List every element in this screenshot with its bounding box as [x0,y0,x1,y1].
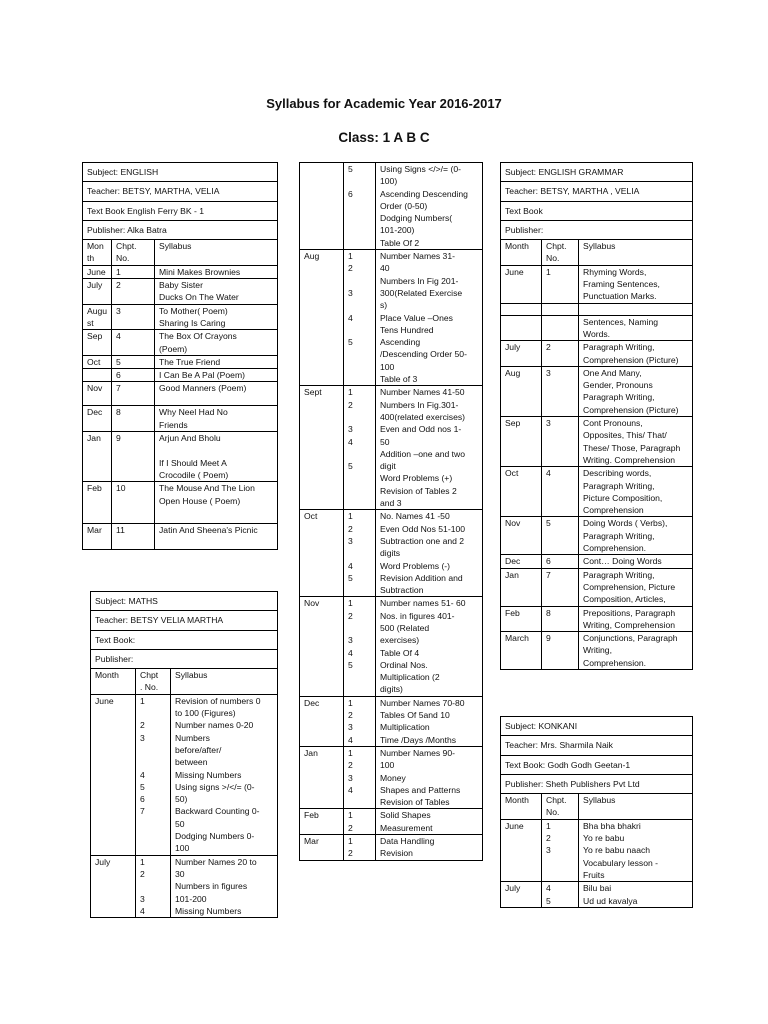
chapter-cell: 3 [542,366,579,416]
chapter-cell: 1 2 3 [542,819,579,881]
maths-continued-table [299,162,483,861]
syllabus-cell: Number Names 70-80 Tables Of 5and 10 Multiplication Time /Days /Months [376,696,483,746]
month-cell: July [501,882,542,908]
table-row [300,250,483,386]
month-cell: Aug [300,250,344,386]
syllabus-cell: Number Names 31- 40 Numbers In Fig 201- 300(Related Exercise s) Place Value –Ones Tens Hundred Ascending /Descending Order 50- 100 Table of 3 [376,250,483,386]
table-row [501,568,693,606]
col-head-chapter: Chpt. No. [112,240,155,266]
subject-label: Subject: ENGLISH GRAMMAR [501,163,693,182]
month-cell: Mar [83,524,112,550]
chapter-cell: 1 2 3 4 5 [344,386,376,510]
chapter-cell: 6 [112,369,155,382]
publisher-label: Publisher: [501,220,693,239]
chapter-cell: 5 6 [344,163,376,250]
table-row [501,315,693,341]
table-row [501,341,693,367]
month-cell [501,303,542,315]
col-head-chapter: Chpt . No. [136,669,171,695]
syllabus-cell: Doing Words ( Verbs), Paragraph Writing, Comprehension. [579,517,693,555]
table-row [83,304,278,330]
table-row [300,809,483,835]
table-row [300,746,483,808]
chapter-cell: 2 [112,279,155,305]
month-cell: Oct [501,467,542,517]
table-row [501,555,693,568]
syllabus-cell: The True Friend [155,355,278,368]
chapter-cell: 4 5 [542,882,579,908]
table-row [300,510,483,597]
table-row [91,694,278,855]
month-cell: June [91,694,136,855]
syllabus-cell: Number Names 90- 100 Money Shapes and Patterns Revision of Tables [376,746,483,808]
syllabus-cell: Solid Shapes Measurement [376,809,483,835]
table-row [83,406,278,432]
table-row [91,855,278,917]
chapter-cell: 4 [112,330,155,356]
month-cell: Dec [501,555,542,568]
chapter-cell: 1 2 3 4 5 [344,597,376,696]
table-row [300,597,483,696]
chapter-cell: 1 2 3 4 5 [344,510,376,597]
col-head-syllabus: Syllabus [155,240,278,266]
chapter-cell: 1 2 3 4 5 6 7 [136,694,171,855]
textbook-label: Text Book: Godh Godh Geetan-1 [501,755,693,774]
col-head-month: Month [501,794,542,820]
chapter-cell: 1 2 3 4 [344,696,376,746]
syllabus-cell: Paragraph Writing, Comprehension (Picture) [579,341,693,367]
col-head-syllabus: Syllabus [579,794,693,820]
col-head-chapter: Chpt. No. [542,240,579,266]
teacher-label: Teacher: BETSY VELIA MARTHA [91,611,278,630]
month-cell: June [501,265,542,303]
chapter-cell: 1 2 [344,809,376,835]
chapter-cell: 9 [542,632,579,670]
month-cell: Feb [300,809,344,835]
table-row [300,835,483,861]
chapter-cell: 9 [112,432,155,482]
table-row [83,524,278,550]
month-cell: Dec [300,696,344,746]
chapter-cell: 8 [112,406,155,432]
chapter-cell [542,303,579,315]
table-row [501,366,693,416]
month-cell: Feb [83,482,112,524]
syllabus-cell: Describing words, Paragraph Writing, Picture Composition, Comprehension [579,467,693,517]
chapter-cell: 4 [542,467,579,517]
table-row [501,417,693,467]
chapter-cell: 7 [112,382,155,406]
syllabus-cell: Number Names 20 to 30 Numbers in figures 101-200 Missing Numbers [171,855,278,917]
month-cell: Jan [501,568,542,606]
teacher-label: Teacher: BETSY, MARTHA , VELIA [501,182,693,201]
publisher-label: Publisher: [91,649,278,668]
chapter-cell [542,315,579,341]
chapter-cell: 1 [542,265,579,303]
month-cell [300,163,344,250]
syllabus-cell: Number Names 41-50 Numbers In Fig.301- 400(related exercises) Even and Odd nos 1- 50 Addition –one and two digit Word Problems (+) Revision of Tables 2 and 3 [376,386,483,510]
month-cell: Jan [83,432,112,482]
table-row [501,303,693,315]
syllabus-cell: Good Manners (Poem) [155,382,278,406]
subject-label: Subject: MATHS [91,592,278,611]
col-head-month: Month [501,240,542,266]
syllabus-cell: Using Signs </>/= (0- 100) Ascending Descending Order (0-50) Dodging Numbers( 101-200) Table Of 2 [376,163,483,250]
syllabus-cell: Rhyming Words, Framing Sentences, Punctuation Marks. [579,265,693,303]
table-row [501,606,693,632]
month-cell: July [91,855,136,917]
chapter-cell: 5 [112,355,155,368]
month-cell: June [501,819,542,881]
chapter-cell: 1 [112,265,155,278]
syllabus-cell: Conjunctions, Paragraph Writing, Comprehension. [579,632,693,670]
month-cell: Nov [300,597,344,696]
table-row [501,467,693,517]
subject-label: Subject: KONKANI [501,717,693,736]
chapter-cell: 2 [542,341,579,367]
syllabus-cell: Arjun And Bholu If I Should Meet A Crocodile ( Poem) [155,432,278,482]
chapter-cell: 1 2 3 4 [136,855,171,917]
table-row [83,382,278,406]
class-heading: Class: 1 A B C [338,130,430,145]
month-cell: Dec [83,406,112,432]
month-cell: Sept [300,386,344,510]
month-cell [501,315,542,341]
table-row [300,386,483,510]
table-row [501,632,693,670]
syllabus-cell: Paragraph Writing, Comprehension, Picture Composition, Articles, [579,568,693,606]
maths-table [90,591,278,918]
english-grammar-table [500,162,693,670]
textbook-label: Text Book English Ferry BK - 1 [83,201,278,220]
table-row [83,265,278,278]
publisher-label: Publisher: Alka Batra [83,220,278,239]
syllabus-cell: Prepositions, Paragraph Writing, Comprehension [579,606,693,632]
chapter-cell: 7 [542,568,579,606]
konkani-table [500,716,693,908]
table-row [501,819,693,881]
table-row [83,369,278,382]
syllabus-cell: Number names 51- 60 Nos. in figures 401- 500 (Related exercises) Table Of 4 Ordinal Nos. Multiplication (2 digits) [376,597,483,696]
syllabus-cell: Bha bha bhakri Yo re babu Yo re babu naach Vocabulary lesson - Fruits [579,819,693,881]
month-cell: June [83,265,112,278]
col-head-month: Mon th [83,240,112,266]
table-row [83,279,278,305]
english-table [82,162,278,550]
chapter-cell: 6 [542,555,579,568]
subject-label: Subject: ENGLISH [83,163,278,182]
syllabus-cell: To Mother( Poem) Sharing Is Caring [155,304,278,330]
month-cell: Oct [83,355,112,368]
syllabus-cell: Cont… Doing Words [579,555,693,568]
month-cell: Mar [300,835,344,861]
syllabus-cell: Data Handling Revision [376,835,483,861]
chapter-cell: 10 [112,482,155,524]
syllabus-cell: Revision of numbers 0 to 100 (Figures) Number names 0-20 Numbers before/after/ between Missing Numbers Using signs >/</= (0- 50) Backward Counting 0- 50 Dodging Numbers 0- 100 [171,694,278,855]
publisher-label: Publisher: Sheth Publishers Pvt Ltd [501,774,693,793]
teacher-label: Teacher: BETSY, MARTHA, VELIA [83,182,278,201]
table-row [501,882,693,908]
month-cell: Augu st [83,304,112,330]
textbook-label: Text Book: [91,630,278,649]
month-cell: July [83,279,112,305]
teacher-label: Teacher: Mrs. Sharmila Naik [501,736,693,755]
table-row [300,696,483,746]
chapter-cell: 3 [112,304,155,330]
chapter-cell: 1 2 [344,835,376,861]
syllabus-cell: Mini Makes Brownies [155,265,278,278]
syllabus-cell: One And Many, Gender, Pronouns Paragraph Writing, Comprehension (Picture) [579,366,693,416]
month-cell: Oct [300,510,344,597]
chapter-cell: 3 [542,417,579,467]
table-row [83,355,278,368]
textbook-label: Text Book [501,201,693,220]
syllabus-cell: Sentences, Naming Words. [579,315,693,341]
syllabus-cell: Why Neel Had No Friends [155,406,278,432]
col-head-chapter: Chpt. No. [542,794,579,820]
chapter-cell: 11 [112,524,155,550]
page-title: Syllabus for Academic Year 2016-2017 [266,96,502,111]
chapter-cell: 8 [542,606,579,632]
month-cell: July [501,341,542,367]
syllabus-cell: I Can Be A Pal (Poem) [155,369,278,382]
chapter-cell: 5 [542,517,579,555]
month-cell: March [501,632,542,670]
table-row [501,517,693,555]
syllabus-cell [579,303,693,315]
syllabus-cell: Baby Sister Ducks On The Water [155,279,278,305]
month-cell: Feb [501,606,542,632]
month-cell: Nov [83,382,112,406]
syllabus-cell: No. Names 41 -50 Even Odd Nos 51-100 Subtraction one and 2 digits Word Problems (-) Revision Addition and Subtraction [376,510,483,597]
table-row [83,482,278,524]
month-cell: Sep [501,417,542,467]
col-head-month: Month [91,669,136,695]
syllabus-cell: Cont Pronouns, Opposites, This/ That/ These/ Those, Paragraph Writing. Comprehension [579,417,693,467]
month-cell: Jan [300,746,344,808]
syllabus-cell: Jatin And Sheena's Picnic [155,524,278,550]
syllabus-cell: Bilu bai Ud ud kavalya [579,882,693,908]
chapter-cell: 1 2 3 4 5 [344,250,376,386]
col-head-syllabus: Syllabus [171,669,278,695]
table-row [83,432,278,482]
table-row [501,265,693,303]
month-cell: Aug [501,366,542,416]
col-head-syllabus: Syllabus [579,240,693,266]
month-cell: Sep [83,330,112,356]
chapter-cell: 1 2 3 4 [344,746,376,808]
month-cell [83,369,112,382]
syllabus-cell: The Box Of Crayons (Poem) [155,330,278,356]
table-row [83,330,278,356]
table-row [300,163,483,250]
month-cell: Nov [501,517,542,555]
syllabus-cell: The Mouse And The Lion Open House ( Poem) [155,482,278,524]
